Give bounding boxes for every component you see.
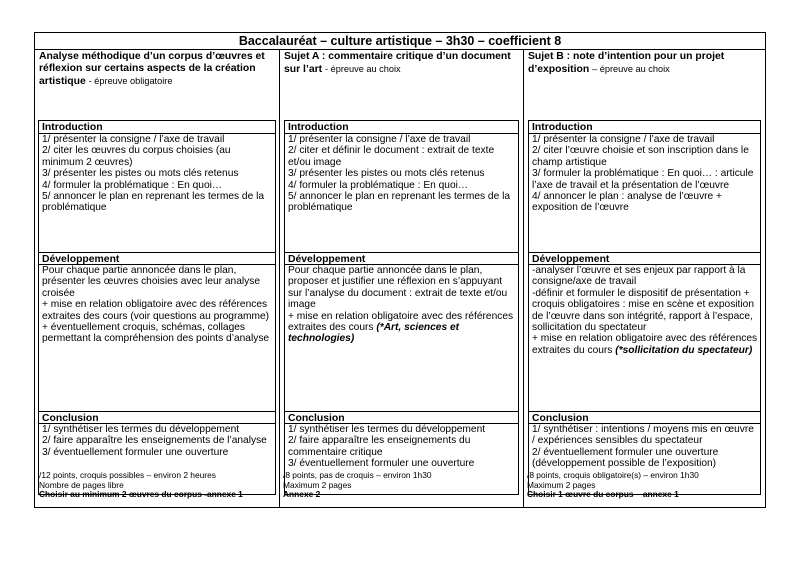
footer-points: /12 points, croquis possibles – environ 2 heures <box>39 470 216 480</box>
list-item: + mise en relation obligatoire avec des références extraites des cours (voir questions au programme) <box>42 299 270 322</box>
column-sujet-b <box>523 50 765 507</box>
footer-pages: Maximum 2 pages <box>527 479 596 490</box>
footer-points: /8 points, croquis obligatoire(s) – environ 1h30 <box>527 470 699 480</box>
section-body-developpement <box>288 265 516 345</box>
italic-note: (*Art, sciences et technologies) <box>288 322 460 345</box>
italic-note: (*sollicitation du spectateur) <box>615 344 753 356</box>
footer-points: /8 points, pas de croquis – environ 1h30 <box>283 470 432 480</box>
list-item: 2/ citer les œuvres du corpus choisies (au minimum 2 œuvres) <box>42 145 231 168</box>
section-title-conclusion: Conclusion <box>285 411 518 424</box>
footer-instruction-text: Choisir au minimum 2 œuvres du corpus -annexe 1 <box>39 489 243 499</box>
column-heading <box>528 51 762 76</box>
list-item: Pour chaque partie annoncée dans le plan, présenter les œuvres choisies avec leur analyse croisée <box>42 265 260 299</box>
column-heading-subtitle: - épreuve obligatoire <box>88 76 173 86</box>
footer-pages: Maximum 2 pages <box>283 479 352 490</box>
section-title-developpement: Développement <box>529 252 760 265</box>
list-item: 1/ présenter la consigne / l’axe de travail <box>288 134 471 145</box>
list-item: Pour chaque partie annoncée dans le plan, proposer et justifier une réflexion en s’appuyant sur l’analyse du document : extrait de texte et/ou image <box>288 265 508 311</box>
list-item: 1/ synthétiser les termes du développement <box>42 424 240 435</box>
section-body-introduction <box>288 134 516 214</box>
footer-instruction <box>39 490 277 500</box>
column-footer-sujet-b <box>527 471 763 500</box>
footer-instruction-text: Annexe 2 <box>283 489 321 499</box>
section-title-developpement: Développement <box>39 252 275 265</box>
list-item: 3/ éventuellement formuler une ouverture <box>288 458 475 470</box>
list-item-text: + mise en relation obligatoire avec des références extraites des cours <box>288 310 514 334</box>
list-item: -analyser l’œuvre et ses enjeux par rapport à la consigne/axe de travail <box>532 265 746 288</box>
list-item: 5/ annoncer le plan en reprenant les termes de la problématique <box>288 191 511 214</box>
section-title-conclusion: Conclusion <box>529 411 760 424</box>
section-title-introduction: Introduction <box>285 121 518 134</box>
list-item: 1/ présenter la consigne / l’axe de travail <box>532 134 715 145</box>
column-analyse <box>35 50 279 507</box>
list-item: 1/ présenter la consigne / l’axe de travail <box>42 134 225 145</box>
list-item: 1/ synthétiser : intentions / moyens mis en œuvre / expériences sensibles du spectateur <box>532 424 754 447</box>
column-footer-sujet-a <box>283 471 521 500</box>
column-heading-subtitle: – épreuve au choix <box>592 64 670 74</box>
footer-instruction <box>283 490 521 500</box>
list-item <box>532 333 758 356</box>
list-item <box>288 311 516 345</box>
column-heading-subtitle: - épreuve au choix <box>325 64 401 74</box>
column-heading <box>39 51 276 88</box>
section-title-introduction: Introduction <box>39 121 275 134</box>
list-item: -définir et formuler le dispositif de présentation + croquis obligatoires : mise en scène et exposition de l’œuvre dans son intégrité, rapport à l’espace, sollicitation du spectateur <box>532 287 754 334</box>
document-title: Baccalauréat – culture artistique – 3h30 – coefficient 8 <box>35 33 765 50</box>
list-item: 4/ formuler la problématique : En quoi… <box>42 179 223 191</box>
list-item: 2/ éventuellement formuler une ouverture (développement possible de l’exposition) <box>532 446 719 470</box>
column-heading-title: Analyse méthodique d’un corpus d’œuvres et réflexion sur certains aspects de la création artistique <box>39 51 265 87</box>
section-body-conclusion <box>288 424 516 470</box>
list-item: 2/ faire apparaître les enseignements de l’analyse <box>42 435 267 447</box>
sections-box <box>38 120 276 495</box>
list-item: 5/ annoncer le plan en reprenant les termes de la problématique <box>42 191 265 214</box>
section-title-introduction: Introduction <box>529 121 760 134</box>
sections-box <box>284 120 519 495</box>
document-table <box>34 32 766 508</box>
list-item: 3/ formuler la problématique : En quoi… : articule l’axe de travail et la présentation de l’œuvre <box>532 168 754 191</box>
list-item: 2/ citer et définir le document : extrait de texte et/ou image <box>288 145 495 168</box>
list-item: 2/ citer l’œuvre choisie et son inscription dans le champ artistique <box>532 145 749 168</box>
column-heading <box>284 51 520 76</box>
list-item: 3/ présenter les pistes ou mots clés retenus <box>288 168 485 180</box>
sections-box <box>528 120 761 495</box>
section-title-developpement: Développement <box>285 252 518 265</box>
footer-instruction-text: Choisir 1 œuvre du corpus – annexe 1 <box>527 489 679 499</box>
column-footer-analyse <box>39 471 277 500</box>
section-body-introduction <box>532 134 758 214</box>
list-item-text: + mise en relation obligatoire avec des références extraites du cours <box>532 333 758 356</box>
section-title-conclusion: Conclusion <box>39 411 275 424</box>
list-item: 4/ formuler la problématique : En quoi… <box>288 179 469 191</box>
section-body-conclusion <box>42 424 273 458</box>
section-body-developpement <box>532 265 758 356</box>
section-body-developpement <box>42 265 273 345</box>
list-item: 4/ annoncer le plan : analyse de l’œuvre + exposition de l’œuvre <box>532 191 722 214</box>
list-item: 2/ faire apparaître les enseignements du commentaire critique <box>288 435 471 458</box>
list-item: 3/ présenter les pistes ou mots clés retenus <box>42 168 239 180</box>
list-item: + éventuellement croquis, schémas, collages permettant la compréhension des points d’analyse <box>42 322 270 345</box>
footer-pages: Nombre de pages libre <box>39 479 124 490</box>
column-heading-title: Sujet A : commentaire critique d’un document sur l’art <box>284 51 511 75</box>
column-sujet-a <box>279 50 523 507</box>
column-heading-title: Sujet B : note d’intention pour un projet d’exposition <box>528 51 725 75</box>
list-item: 3/ éventuellement formuler une ouverture <box>42 446 229 458</box>
section-body-introduction <box>42 134 273 214</box>
list-item: 1/ synthétiser les termes du développement <box>288 424 486 435</box>
section-body-conclusion <box>532 424 758 470</box>
footer-instruction <box>527 490 763 500</box>
